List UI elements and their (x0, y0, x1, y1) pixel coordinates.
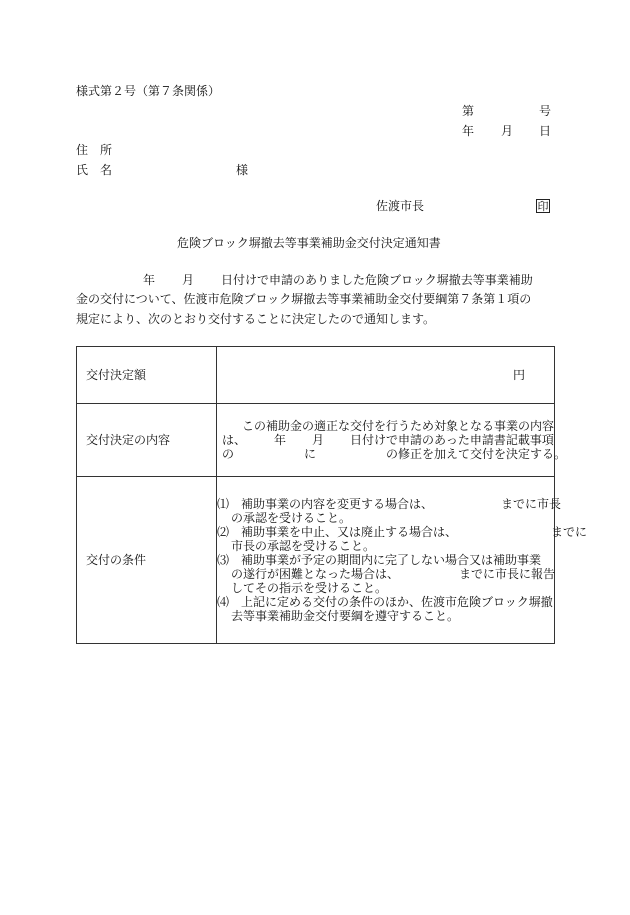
honorific: 様 (236, 163, 249, 177)
body-line-3: 規定により、次のとおり交付することに決定したので通知します。 (76, 312, 436, 326)
condition-3-line-3: してその指示を受けること。 (231, 581, 388, 595)
condition-3-line-2a: の遂行が困難となった場合は、 (231, 567, 400, 581)
condition-1-line-2: の承認を受けること。 (231, 511, 352, 525)
content-line-2-year: 年 (274, 433, 287, 447)
amount-label: 交付決定額 (77, 347, 217, 404)
table-row-conditions (77, 477, 555, 644)
address-label: 住 所 (76, 143, 113, 157)
body-line-2: 金の交付について、佐渡市危険ブロック塀撤去等事業補助金交付要綱第７条第１項の (76, 292, 532, 306)
body-month: 月 (182, 273, 195, 287)
condition-4-line-1a: 上記に定める交付の条件のほか、佐渡市危険ブロック塀撤 (241, 595, 553, 609)
number-label-right: 号 (539, 104, 552, 118)
content-label: 交付決定の内容 (77, 404, 217, 477)
condition-num-1: ⑴ (217, 497, 230, 511)
amount-cell (217, 347, 555, 404)
condition-4-line-2: 去等事業補助金交付要綱を遵守すること。 (231, 609, 460, 623)
content-line-3 (222, 447, 567, 461)
conditions-label: 交付の条件 (77, 477, 217, 644)
condition-num-4: ⑷ (217, 595, 230, 609)
date-day: 日 (539, 124, 552, 138)
decision-table (76, 346, 588, 644)
seal-mark: 印 (537, 200, 549, 213)
condition-num-3: ⑶ (217, 553, 230, 567)
condition-3-line-1a: 補助事業が予定の期間内に完了しない場合又は補助事業 (241, 553, 542, 567)
table-row-content (77, 404, 555, 477)
amount-unit: 円 (513, 368, 526, 382)
sender-title: 佐渡市長 (376, 199, 425, 213)
condition-num-2: ⑵ (217, 525, 230, 539)
table-row-amount (77, 347, 555, 404)
date-month: 月 (501, 124, 514, 138)
name-label: 氏 名 (76, 163, 113, 177)
content-line-2-rest: 日付けで申請のあった申請書記載事項 (350, 433, 554, 447)
condition-item-4 (217, 595, 553, 609)
condition-3-line-2 (217, 567, 556, 581)
content-line-3-b: に (304, 447, 317, 461)
condition-2-line-2: 市長の承認を受けること。 (231, 539, 376, 553)
condition-3-line-2b: までに市長に報告 (459, 567, 556, 581)
content-line-2-month: 月 (312, 433, 325, 447)
content-line-2-a: は、 (222, 433, 247, 447)
number-label-left: 第 (462, 104, 475, 118)
condition-2-line-1a: 補助事業を中止、又は廃止する場合は、 (241, 525, 458, 539)
condition-item-3 (217, 553, 549, 567)
condition-2-line-1b: までに (551, 525, 588, 539)
content-line-2 (222, 433, 554, 447)
date-year: 年 (462, 124, 475, 138)
condition-item-2 (217, 525, 588, 539)
body-line-1: 日付けで申請のありました危険ブロック塀撤去等事業補助 (221, 273, 533, 287)
content-cell (217, 404, 567, 477)
condition-1-line-1b: までに市長 (501, 497, 562, 511)
condition-item-1 (217, 497, 562, 511)
conditions-cell (217, 477, 588, 644)
content-line-3-a: の (222, 447, 235, 461)
body-year: 年 (143, 273, 156, 287)
form-header: 様式第２号（第７条関係） (76, 84, 221, 98)
content-line-1: この補助金の適正な交付を行うため対象となる事業の内容 (242, 419, 555, 433)
content-line-3-c: の修正を加えて交付を決定する。 (386, 447, 567, 461)
condition-1-line-1a: 補助事業の内容を変更する場合は、 (241, 497, 434, 511)
document-title: 危険ブロック塀撤去等事業補助金交付決定通知書 (177, 236, 441, 250)
